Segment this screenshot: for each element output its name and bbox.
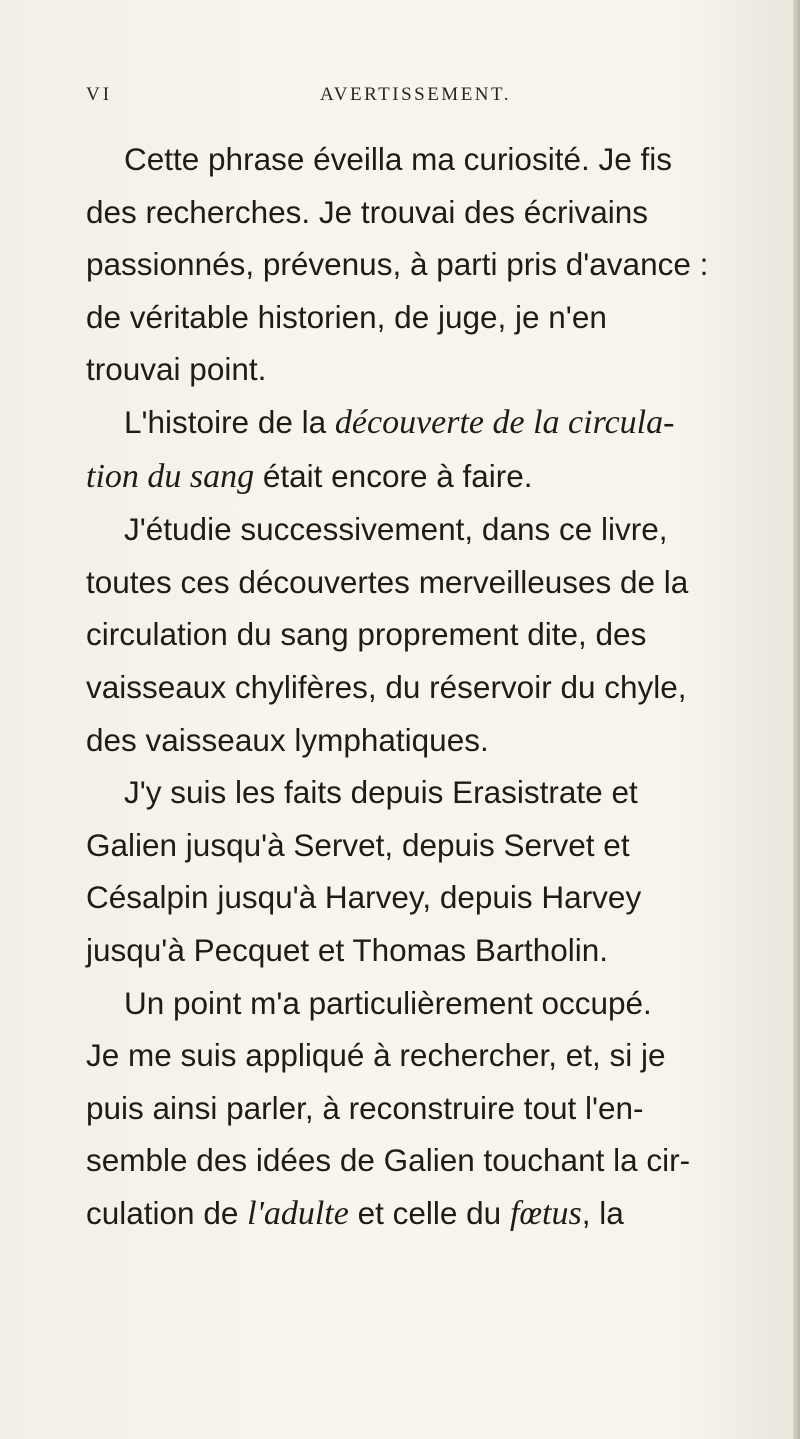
text-line: trouvai point. <box>86 351 267 388</box>
text-line: J'y suis les faits depuis Erasistrate et <box>124 774 638 811</box>
text-line: Galien jusqu'à Servet, depuis Servet et <box>86 826 630 863</box>
text-run: était encore à faire. <box>254 457 533 494</box>
text-line: jusqu'à Pecquet et Thomas Bartholin. <box>86 931 608 968</box>
italic-term: fœtus <box>509 1194 582 1232</box>
paragraph-4 <box>86 766 766 976</box>
page-header <box>86 84 766 112</box>
text-run: , la <box>581 1194 624 1231</box>
text-line: toutes ces découvertes merveilleuses de la <box>86 563 689 600</box>
text-line: circulation du sang proprement dite, des <box>86 616 647 653</box>
text-line: Césalpin jusqu'à Harvey, depuis Harvey <box>86 879 642 916</box>
italic-title: découverte de la circula- <box>334 403 675 441</box>
paragraph-2 <box>86 396 766 503</box>
text-line: Cette phrase éveilla ma curiosité. Je fis <box>124 141 672 177</box>
paragraph-3 <box>86 503 766 766</box>
text-line: de véritable historien, de juge, je n'en <box>86 298 607 335</box>
text-line <box>86 450 766 504</box>
text-run: et celle du <box>348 1194 510 1231</box>
text-line: des recherches. Je trouvai des écrivains <box>86 193 649 230</box>
text-line: passionnés, prévenus, à parti pris d'avance : <box>86 246 709 283</box>
text-line: semble des idées de Galien touchant la cir- <box>86 1142 691 1179</box>
text-line <box>86 1187 766 1241</box>
text-line: des vaisseaux lymphatiques. <box>86 721 489 758</box>
paragraph-1 <box>86 133 766 396</box>
page-number: VI <box>86 84 113 105</box>
text-run: L'histoire de la <box>124 403 335 440</box>
text-line <box>86 396 766 450</box>
text-line: vaisseaux chylifères, du réservoir du chyle, <box>86 668 687 705</box>
italic-title: tion du sang <box>86 457 255 495</box>
text-line: J'étudie successivement, dans ce livre, <box>124 511 668 548</box>
italic-term: l'adulte <box>247 1194 349 1232</box>
text-line: Je me suis appliqué à rechercher, et, si je <box>86 1037 666 1074</box>
text-run: culation de <box>86 1194 248 1231</box>
paragraph-5 <box>86 977 766 1241</box>
running-title: AVERTISSEMENT. <box>320 84 511 105</box>
page-edge <box>793 0 800 1439</box>
text-line: puis ainsi parler, à reconstruire tout l'en- <box>86 1089 644 1126</box>
body-text <box>86 133 766 1240</box>
text-line: Un point m'a particulièrement occupé. <box>124 984 652 1021</box>
